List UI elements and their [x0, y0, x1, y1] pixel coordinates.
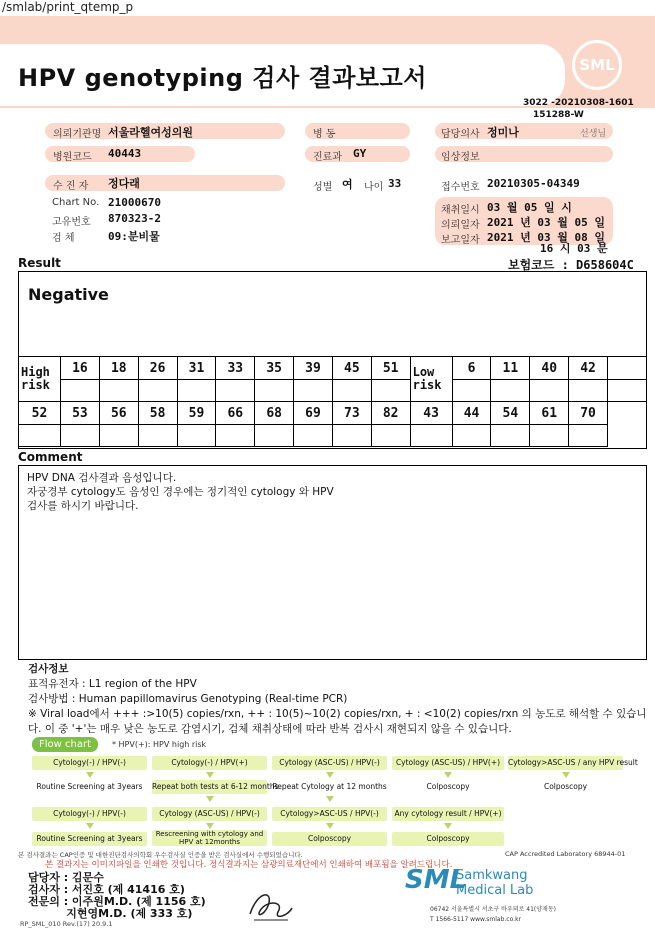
- hpv-type: 11: [491, 357, 530, 380]
- receipt-label: 접수번호: [441, 182, 480, 193]
- flow-chart-label: Flow chart: [32, 737, 98, 752]
- hpv-result: [491, 425, 530, 447]
- hpv-result: [332, 425, 371, 447]
- specimen-value: 09:분비물: [108, 230, 160, 243]
- hpv-type: 52: [19, 402, 61, 425]
- chart-value: 21000670: [108, 196, 161, 209]
- result-value: Negative: [28, 285, 109, 304]
- hpv-type: 56: [99, 402, 138, 425]
- flow-box: Cytology (ASC-US) / HPV(-): [152, 807, 267, 821]
- name-value: 정다래: [108, 177, 140, 190]
- hpv-type: 73: [332, 402, 371, 425]
- specimen-label: 검 체: [52, 233, 75, 244]
- samkwang-logo: SML: [405, 865, 467, 895]
- low-risk-label: Low risk: [410, 357, 452, 402]
- company-address: [430, 905, 556, 925]
- flow-box: Cytology>ASC-US / HPV(-): [272, 807, 387, 821]
- hpv-result: [19, 425, 61, 447]
- flow-box: Cytology (ASC-US) / HPV(+): [392, 756, 504, 770]
- high-risk-label: High risk: [19, 357, 61, 402]
- name-label: 수 진 자: [53, 181, 89, 192]
- page-title: HPV genotyping 검사 결과보고서: [18, 64, 427, 92]
- hpv-result: [452, 380, 491, 402]
- hpv-result: [410, 425, 452, 447]
- arrow-down-icon: [444, 823, 452, 829]
- flow-box: Colposcopy: [272, 832, 387, 846]
- flow-box: Any cytology result / HPV(+): [392, 807, 504, 821]
- doctor-label: 담당의사: [441, 129, 480, 140]
- hpv-type: 45: [332, 357, 371, 380]
- company-name: [456, 868, 533, 898]
- hpv-result: [530, 425, 569, 447]
- hpv-type: 18: [99, 357, 138, 380]
- flow-box: Routine Screening at 3years: [32, 832, 147, 846]
- collect-value: 03 월 05 일 시: [487, 201, 572, 214]
- flow-box: Repeat both tests at 6-12 months: [152, 780, 267, 794]
- hpv-result: [99, 425, 138, 447]
- hpv-type: 70: [569, 402, 608, 425]
- sml-logo: SML: [572, 40, 622, 90]
- hospcode-label: 병원코드: [53, 152, 92, 163]
- hpv-result: [607, 380, 646, 402]
- hpv-result: [61, 425, 100, 447]
- company-name-2: Medical Lab: [456, 883, 534, 898]
- insurance-code: 보험코드 : D658604C: [508, 258, 634, 272]
- hpv-type: [607, 357, 646, 380]
- flow-box: Cytology (ASC-US) / HPV(-): [272, 756, 387, 770]
- request-label: 의뢰일자: [441, 220, 480, 231]
- receipt-value: 20210305-04349: [487, 177, 580, 190]
- company-name-1: Samkwang: [456, 868, 528, 883]
- info-line: 검사방법 : Human papillomavirus Genotyping (Real-time PCR): [28, 693, 348, 705]
- arrow-down-icon: [444, 772, 452, 778]
- hpv-result: [371, 380, 410, 402]
- footer-notice: 본 결과지는 이미지파일을 인쇄한 것입니다. 정식결과지는 삼광의료재단에서 인쇄하여 배포됨을 알려드립니다.: [45, 860, 453, 870]
- hpv-type: 42: [569, 357, 608, 380]
- hpv-result: [294, 380, 333, 402]
- footer-rev: RP_SML_010 Rev.(17) 20.9.1: [20, 920, 113, 928]
- comment-line: HPV DNA 검사결과 음성입니다.: [27, 472, 177, 484]
- arrow-down-icon: [326, 772, 334, 778]
- hpv-type: 26: [138, 357, 177, 380]
- hpv-result: [452, 425, 491, 447]
- hpv-type: 69: [294, 402, 333, 425]
- age-label: 나이: [364, 182, 384, 193]
- hpv-result: [138, 425, 177, 447]
- arrow-down-icon: [326, 823, 334, 829]
- collect-label: 채취일시: [441, 205, 480, 216]
- report-value: 2021 년 03 월 08 일: [487, 231, 605, 244]
- arrow-down-icon: [206, 823, 214, 829]
- report-code-1: 3022 -20210308-1601: [523, 98, 634, 108]
- hospital-label: 의뢰기관명: [53, 129, 102, 140]
- dept-label: 진료과: [313, 152, 342, 163]
- hpv-type: 39: [294, 357, 333, 380]
- signature-icon: [244, 886, 296, 926]
- footer-cap: CAP Accredited Laboratory 68944-01: [505, 850, 626, 858]
- hpv-result: [216, 380, 255, 402]
- footer-cert: 본 검사결과는 CAP인증 및 대한진단검사의학회 우수검사실 인증을 받은 검사실에서 수행되었습니다.: [18, 851, 303, 859]
- hpv-type: 59: [177, 402, 216, 425]
- comment-line: 자궁경부 cytology도 음성인 경우에는 정기적인 cytology 와 HPV: [27, 486, 334, 498]
- hpv-result: [99, 380, 138, 402]
- signers: [28, 872, 206, 920]
- arrow-down-icon: [206, 796, 214, 802]
- chart-label: Chart No.: [52, 197, 100, 208]
- hpv-result: [530, 380, 569, 402]
- flow-box: Cytology>ASC-US / any HPV result: [508, 756, 623, 770]
- hpv-type: 35: [255, 357, 294, 380]
- hpv-type: 58: [138, 402, 177, 425]
- signer-line: 검사자 : 서진호 (제 41416 호): [28, 883, 185, 896]
- hpv-type: 51: [371, 357, 410, 380]
- id-label: 고유번호: [52, 217, 91, 228]
- sex-value: 여: [342, 178, 353, 191]
- hpv-result: [255, 425, 294, 447]
- hpv-type: 61: [530, 402, 569, 425]
- hpv-type: 40: [530, 357, 569, 380]
- id-value: 870323-2: [108, 212, 161, 225]
- hpv-type: 43: [410, 402, 452, 425]
- hpv-type: 82: [371, 402, 410, 425]
- hospital-value: 서울라헬여성의원: [108, 126, 194, 139]
- hpv-type: 53: [61, 402, 100, 425]
- hpv-result: [491, 380, 530, 402]
- info-line: ※ Viral load에서 +++ :>10(5) copies/rxn, ++ : 10(5)~10(2) copies/rxn, + : <10(2) copies/rxn 의 농도로 해석할 수 있습니다. 이 중 '+'는 매우 낮은 농도로 감염시기, 검체 채취상태에 따라 반복 검사시 재현되지 않을 수 있습니다.: [28, 708, 647, 735]
- flow-box: Cytology(-) / HPV(+): [152, 756, 267, 770]
- arrow-down-icon: [86, 772, 94, 778]
- hpv-result: [294, 425, 333, 447]
- address-line: 06742 서울특별시 서초구 바우뫼로 41(양재동): [430, 906, 556, 913]
- arrow-down-icon: [326, 796, 334, 802]
- hpv-result: [138, 380, 177, 402]
- flow-step: Colposcopy: [426, 782, 470, 791]
- hpv-result: [371, 425, 410, 447]
- signer-line: 담당자 : 김문수: [28, 871, 104, 884]
- flow-note: * HPV(+): HPV high risk: [112, 740, 207, 749]
- age-value: 33: [388, 177, 402, 190]
- url-text: /smlab/print_qtemp_p: [2, 0, 134, 14]
- hpv-type: 68: [255, 402, 294, 425]
- request-value: 2021 년 03 월 05 일: [487, 216, 605, 229]
- hpv-type: 33: [216, 357, 255, 380]
- hpv-type: 44: [452, 402, 491, 425]
- hpv-result: [332, 380, 371, 402]
- comment-label: Comment: [18, 450, 83, 464]
- clinical-label: 임상정보: [441, 152, 480, 163]
- flow-box: Colposcopy: [392, 832, 504, 846]
- result-label: Result: [18, 256, 61, 270]
- signer-line: 지현영M.D. (제 333 호): [28, 907, 193, 920]
- hpv-result: [569, 380, 608, 402]
- hpv-result: [569, 425, 608, 447]
- arrow-down-icon: [86, 823, 94, 829]
- hpv-table: [18, 356, 647, 447]
- hpv-type: 54: [491, 402, 530, 425]
- test-info: [28, 662, 650, 737]
- flow-step: Repeat Cytology at 12 months: [272, 782, 387, 791]
- doctor-suffix: 선생님: [580, 129, 607, 139]
- hpv-result: [216, 425, 255, 447]
- hpv-result: [177, 425, 216, 447]
- hpv-result: [255, 380, 294, 402]
- arrow-down-icon: [206, 772, 214, 778]
- report-time: 16 시 03 분: [540, 242, 608, 255]
- hpv-type: 66: [216, 402, 255, 425]
- hpv-type: 31: [177, 357, 216, 380]
- hpv-result: [177, 380, 216, 402]
- comment-line: 검사를 하시기 바랍니다.: [27, 500, 139, 512]
- hospcode-value: 40443: [108, 147, 142, 160]
- sex-label: 성별: [313, 182, 333, 193]
- info-line: 표적유전자 : L1 region of the HPV: [28, 678, 197, 690]
- flow-step: Routine Screening at 3years: [36, 782, 143, 791]
- flow-box: Cytology(-) / HPV(-): [32, 807, 147, 821]
- flow-box: Cytology(-) / HPV(-): [32, 756, 147, 770]
- hpv-type: 16: [61, 357, 100, 380]
- ward-label: 병 동: [313, 129, 336, 140]
- hpv-result: [61, 380, 100, 402]
- report-code-2: 151288-W: [533, 110, 584, 120]
- report-label: 보고일자: [441, 235, 480, 246]
- flow-step: Colposcopy: [543, 782, 588, 791]
- signer-line: 전문의 : 이주원M.D. (제 1156 호): [28, 895, 206, 908]
- hpv-type: 6: [452, 357, 491, 380]
- dept-value: GY: [353, 147, 367, 160]
- flow-box: Rescreening with cytology and HPV at 12months: [152, 830, 267, 846]
- info-heading: 검사정보: [28, 663, 69, 675]
- address-line: T 1566-5117 www.smlab.co.kr: [430, 916, 522, 923]
- arrow-down-icon: [562, 772, 570, 778]
- doctor-value: 정미나: [487, 126, 519, 139]
- comment-box: [18, 465, 647, 660]
